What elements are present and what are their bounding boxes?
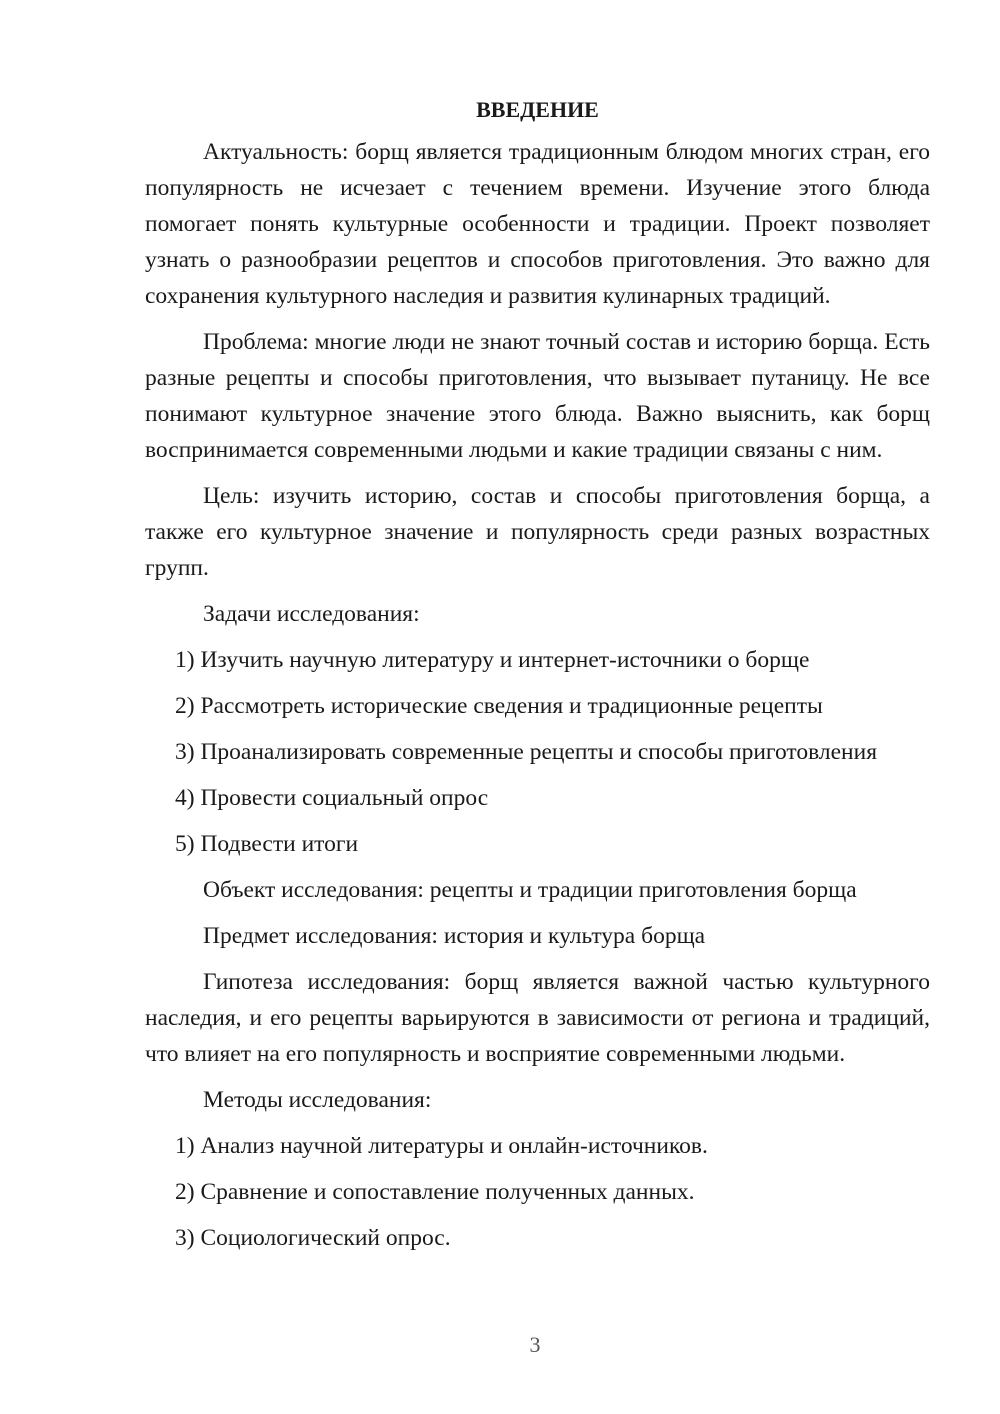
- method-item: 1) Анализ научной литературы и онлайн-источников.: [175, 1133, 708, 1159]
- subject-line: Предмет исследования: история и культура борща: [203, 923, 706, 949]
- method-item: 2) Сравнение и сопоставление полученных данных.: [175, 1179, 695, 1205]
- task-item: 1) Изучить научную литературу и интернет-источники о борще: [175, 647, 810, 673]
- task-item: 3) Проанализировать современные рецепты и способы приготовления: [175, 739, 878, 765]
- task-item: 2) Рассмотреть исторические сведения и традиционные рецепты: [175, 693, 823, 719]
- goal-paragraph: Цель: изучить историю, состав и способы приготовления борща, а также его культурное значение и популярность среди разных возрастных групп.: [145, 483, 930, 581]
- hypothesis-paragraph: Гипотеза исследования: борщ является важной частью культурного наследия, и его рецепты варьируются в зависимости от региона и традиций, что влияет на его популярность и восприятие современными людьми.: [145, 969, 930, 1067]
- methods-title: Методы исследования:: [203, 1087, 432, 1113]
- task-item: 5) Подвести итоги: [175, 831, 359, 857]
- relevance-paragraph: Актуальность: борщ является традиционным блюдом многих стран, его популярность не исчезает с течением времени. Изучение этого блюда помогает понять культурные особенности и традиции. Проект позволяет узнать о разнообразии рецептов и способов приготовления. Это важно для сохранения культурного наследия и развития кулинарных традиций.: [145, 139, 930, 309]
- object-line: Объект исследования: рецепты и традиции приготовления борща: [203, 877, 857, 903]
- page-content: [145, 92, 930, 1266]
- method-item: 3) Социологический опрос.: [175, 1225, 451, 1251]
- task-item: 4) Провести социальный опрос: [175, 785, 489, 811]
- section-heading: ВВЕДЕНИЕ: [476, 97, 599, 122]
- page-number: 3: [529, 1332, 541, 1357]
- problem-paragraph: Проблема: многие люди не знают точный состав и историю борща. Есть разные рецепты и способы приготовления, что вызывает путаницу. Не все понимают культурное значение этого блюда. Важно выяснить, как борщ воспринимается современными людьми и какие традиции связаны с ним.: [145, 329, 930, 463]
- tasks-title: Задачи исследования:: [203, 601, 420, 627]
